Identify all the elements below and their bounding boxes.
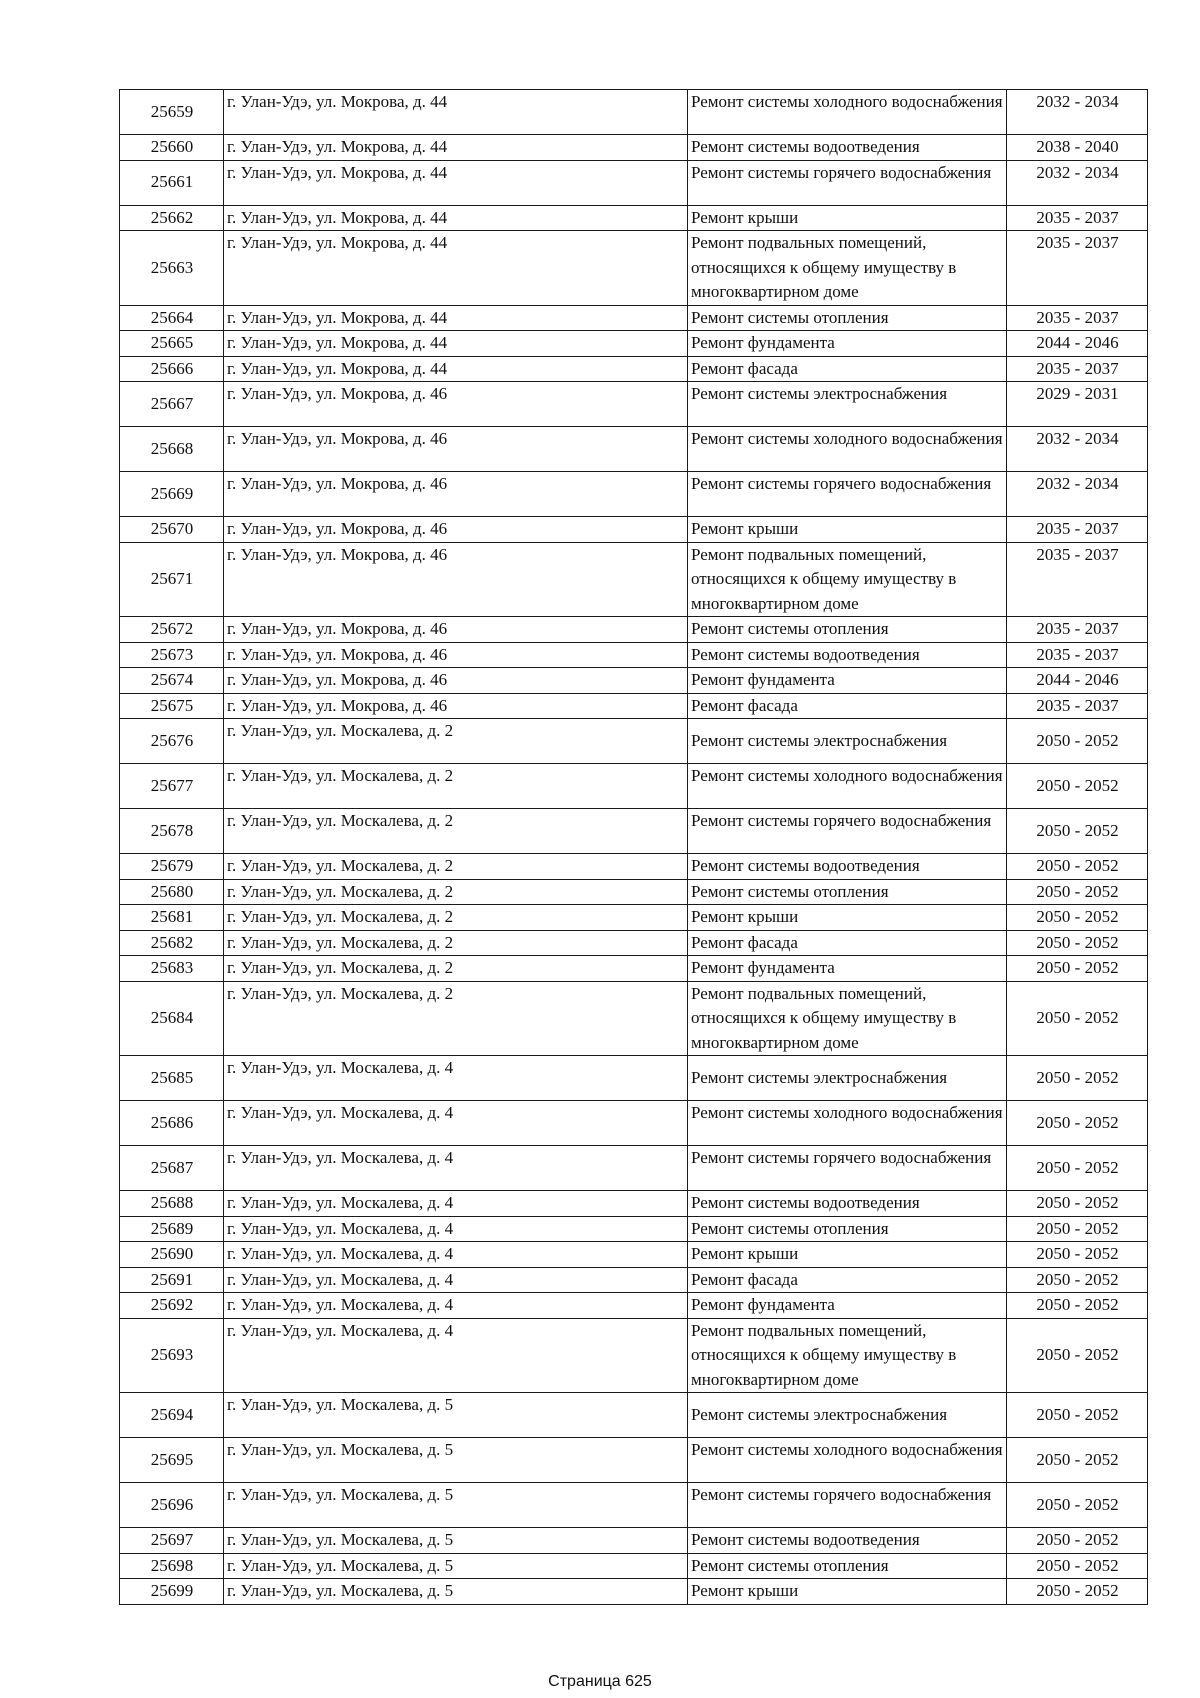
cell-period: 2050 - 2052 [1007, 1056, 1148, 1101]
table-row [120, 90, 1148, 135]
cell-number: 25660 [120, 135, 224, 161]
table-row [120, 693, 1148, 719]
cell-work-type: Ремонт крыши [688, 1579, 1007, 1605]
cell-work-type: Ремонт системы отопления [688, 1216, 1007, 1242]
cell-period: 2050 - 2052 [1007, 1528, 1148, 1554]
cell-number: 25691 [120, 1267, 224, 1293]
cell-work-type: Ремонт системы отопления [688, 617, 1007, 643]
cell-period: 2050 - 2052 [1007, 1393, 1148, 1438]
cell-period: 2035 - 2037 [1007, 517, 1148, 543]
cell-period: 2050 - 2052 [1007, 905, 1148, 931]
cell-number: 25685 [120, 1056, 224, 1101]
table-row [120, 981, 1148, 1056]
cell-number: 25675 [120, 693, 224, 719]
table-row [120, 356, 1148, 382]
cell-number: 25693 [120, 1318, 224, 1393]
cell-address: г. Улан-Удэ, ул. Мокрова, д. 44 [224, 205, 688, 231]
cell-period: 2044 - 2046 [1007, 668, 1148, 694]
cell-period: 2050 - 2052 [1007, 1242, 1148, 1268]
cell-work-type: Ремонт системы горячего водоснабжения [688, 1483, 1007, 1528]
cell-period: 2050 - 2052 [1007, 1293, 1148, 1319]
cell-address: г. Улан-Удэ, ул. Мокрова, д. 46 [224, 693, 688, 719]
cell-number: 25688 [120, 1191, 224, 1217]
cell-number: 25696 [120, 1483, 224, 1528]
cell-period: 2050 - 2052 [1007, 1553, 1148, 1579]
cell-work-type: Ремонт фасада [688, 930, 1007, 956]
table-row [120, 427, 1148, 472]
cell-address: г. Улан-Удэ, ул. Москалева, д. 4 [224, 1191, 688, 1217]
cell-address: г. Улан-Удэ, ул. Москалева, д. 2 [224, 879, 688, 905]
cell-address: г. Улан-Удэ, ул. Москалева, д. 2 [224, 809, 688, 854]
cell-work-type: Ремонт системы электроснабжения [688, 382, 1007, 427]
cell-period: 2035 - 2037 [1007, 205, 1148, 231]
cell-period: 2029 - 2031 [1007, 382, 1148, 427]
cell-work-type: Ремонт системы холодного водоснабжения [688, 1438, 1007, 1483]
cell-work-type: Ремонт подвальных помещений, относящихся к общему имуществу в многоквартирном доме [688, 231, 1007, 306]
table-row [120, 472, 1148, 517]
table-row [120, 1146, 1148, 1191]
cell-period: 2050 - 2052 [1007, 956, 1148, 982]
cell-period: 2035 - 2037 [1007, 693, 1148, 719]
cell-period: 2050 - 2052 [1007, 930, 1148, 956]
cell-address: г. Улан-Удэ, ул. Москалева, д. 5 [224, 1528, 688, 1554]
cell-address: г. Улан-Удэ, ул. Москалева, д. 2 [224, 719, 688, 764]
table-row [120, 517, 1148, 543]
cell-number: 25672 [120, 617, 224, 643]
cell-work-type: Ремонт системы холодного водоснабжения [688, 1101, 1007, 1146]
cell-address: г. Улан-Удэ, ул. Москалева, д. 5 [224, 1393, 688, 1438]
cell-work-type: Ремонт системы отопления [688, 879, 1007, 905]
cell-address: г. Улан-Удэ, ул. Москалева, д. 2 [224, 956, 688, 982]
cell-work-type: Ремонт системы горячего водоснабжения [688, 1146, 1007, 1191]
table-row [120, 956, 1148, 982]
cell-number: 25671 [120, 542, 224, 617]
cell-number: 25667 [120, 382, 224, 427]
cell-work-type: Ремонт крыши [688, 205, 1007, 231]
cell-work-type: Ремонт системы отопления [688, 305, 1007, 331]
cell-work-type: Ремонт системы электроснабжения [688, 1393, 1007, 1438]
table-row [120, 668, 1148, 694]
cell-period: 2050 - 2052 [1007, 764, 1148, 809]
cell-number: 25670 [120, 517, 224, 543]
cell-address: г. Улан-Удэ, ул. Москалева, д. 2 [224, 930, 688, 956]
page-number: Страница 625 [548, 1673, 652, 1690]
table-row [120, 135, 1148, 161]
table-row [120, 542, 1148, 617]
cell-address: г. Улан-Удэ, ул. Мокрова, д. 44 [224, 331, 688, 357]
cell-work-type: Ремонт системы электроснабжения [688, 719, 1007, 764]
cell-work-type: Ремонт подвальных помещений, относящихся к общему имуществу в многоквартирном доме [688, 542, 1007, 617]
cell-number: 25684 [120, 981, 224, 1056]
cell-address: г. Улан-Удэ, ул. Москалева, д. 4 [224, 1146, 688, 1191]
cell-period: 2032 - 2034 [1007, 472, 1148, 517]
table-row [120, 1579, 1148, 1605]
cell-period: 2035 - 2037 [1007, 356, 1148, 382]
table-row [120, 160, 1148, 205]
cell-number: 25677 [120, 764, 224, 809]
cell-number: 25659 [120, 90, 224, 135]
table-row [120, 854, 1148, 880]
cell-number: 25682 [120, 930, 224, 956]
cell-period: 2050 - 2052 [1007, 1438, 1148, 1483]
table-body [120, 90, 1148, 1605]
cell-work-type: Ремонт фундамента [688, 1293, 1007, 1319]
table-row [120, 719, 1148, 764]
cell-work-type: Ремонт фасада [688, 1267, 1007, 1293]
cell-work-type: Ремонт системы горячего водоснабжения [688, 809, 1007, 854]
cell-period: 2032 - 2034 [1007, 90, 1148, 135]
cell-period: 2050 - 2052 [1007, 1483, 1148, 1528]
cell-address: г. Улан-Удэ, ул. Мокрова, д. 46 [224, 472, 688, 517]
cell-number: 25664 [120, 305, 224, 331]
cell-number: 25674 [120, 668, 224, 694]
cell-address: г. Улан-Удэ, ул. Москалева, д. 4 [224, 1056, 688, 1101]
cell-address: г. Улан-Удэ, ул. Мокрова, д. 46 [224, 668, 688, 694]
table-row [120, 1216, 1148, 1242]
cell-work-type: Ремонт системы холодного водоснабжения [688, 764, 1007, 809]
cell-work-type: Ремонт системы горячего водоснабжения [688, 472, 1007, 517]
cell-number: 25692 [120, 1293, 224, 1319]
table-row [120, 1056, 1148, 1101]
cell-period: 2050 - 2052 [1007, 1191, 1148, 1217]
cell-number: 25698 [120, 1553, 224, 1579]
table-row [120, 930, 1148, 956]
cell-address: г. Улан-Удэ, ул. Москалева, д. 2 [224, 854, 688, 880]
cell-address: г. Улан-Удэ, ул. Мокрова, д. 46 [224, 642, 688, 668]
table-row [120, 1267, 1148, 1293]
cell-work-type: Ремонт фундамента [688, 956, 1007, 982]
cell-period: 2050 - 2052 [1007, 1579, 1148, 1605]
cell-work-type: Ремонт крыши [688, 905, 1007, 931]
cell-number: 25663 [120, 231, 224, 306]
table-row [120, 382, 1148, 427]
table-row [120, 879, 1148, 905]
cell-work-type: Ремонт фасада [688, 356, 1007, 382]
cell-address: г. Улан-Удэ, ул. Мокрова, д. 44 [224, 231, 688, 306]
cell-number: 25669 [120, 472, 224, 517]
table-row [120, 1101, 1148, 1146]
table-row [120, 1242, 1148, 1268]
table-row [120, 231, 1148, 306]
cell-work-type: Ремонт крыши [688, 1242, 1007, 1268]
cell-address: г. Улан-Удэ, ул. Мокрова, д. 44 [224, 305, 688, 331]
cell-work-type: Ремонт системы отопления [688, 1553, 1007, 1579]
table-row [120, 331, 1148, 357]
cell-address: г. Улан-Удэ, ул. Москалева, д. 2 [224, 764, 688, 809]
capital-repair-table [119, 89, 1148, 1605]
cell-number: 25666 [120, 356, 224, 382]
cell-number: 25697 [120, 1528, 224, 1554]
cell-period: 2038 - 2040 [1007, 135, 1148, 161]
cell-period: 2035 - 2037 [1007, 642, 1148, 668]
table-row [120, 1528, 1148, 1554]
table-row [120, 617, 1148, 643]
cell-number: 25690 [120, 1242, 224, 1268]
cell-address: г. Улан-Удэ, ул. Москалева, д. 2 [224, 905, 688, 931]
cell-number: 25673 [120, 642, 224, 668]
cell-number: 25662 [120, 205, 224, 231]
table-row [120, 1393, 1148, 1438]
cell-address: г. Улан-Удэ, ул. Москалева, д. 4 [224, 1293, 688, 1319]
cell-period: 2050 - 2052 [1007, 719, 1148, 764]
cell-period: 2032 - 2034 [1007, 160, 1148, 205]
cell-number: 25681 [120, 905, 224, 931]
cell-period: 2035 - 2037 [1007, 542, 1148, 617]
table-row [120, 205, 1148, 231]
cell-number: 25676 [120, 719, 224, 764]
cell-work-type: Ремонт подвальных помещений, относящихся к общему имуществу в многоквартирном доме [688, 1318, 1007, 1393]
cell-work-type: Ремонт системы водоотведения [688, 135, 1007, 161]
cell-work-type: Ремонт системы холодного водоснабжения [688, 427, 1007, 472]
table-row [120, 1483, 1148, 1528]
cell-number: 25695 [120, 1438, 224, 1483]
cell-work-type: Ремонт системы водоотведения [688, 1191, 1007, 1217]
cell-period: 2050 - 2052 [1007, 1146, 1148, 1191]
cell-work-type: Ремонт крыши [688, 517, 1007, 543]
cell-period: 2032 - 2034 [1007, 427, 1148, 472]
cell-period: 2050 - 2052 [1007, 981, 1148, 1056]
table-row [120, 1318, 1148, 1393]
cell-address: г. Улан-Удэ, ул. Мокрова, д. 46 [224, 517, 688, 543]
table-row [120, 1293, 1148, 1319]
cell-address: г. Улан-Удэ, ул. Мокрова, д. 44 [224, 160, 688, 205]
cell-address: г. Улан-Удэ, ул. Мокрова, д. 46 [224, 542, 688, 617]
cell-address: г. Улан-Удэ, ул. Москалева, д. 5 [224, 1438, 688, 1483]
table-row [120, 642, 1148, 668]
cell-address: г. Улан-Удэ, ул. Москалева, д. 2 [224, 981, 688, 1056]
cell-address: г. Улан-Удэ, ул. Москалева, д. 5 [224, 1553, 688, 1579]
cell-number: 25683 [120, 956, 224, 982]
cell-work-type: Ремонт системы горячего водоснабжения [688, 160, 1007, 205]
cell-period: 2035 - 2037 [1007, 231, 1148, 306]
cell-address: г. Улан-Удэ, ул. Мокрова, д. 44 [224, 356, 688, 382]
cell-work-type: Ремонт системы водоотведения [688, 642, 1007, 668]
cell-period: 2050 - 2052 [1007, 1216, 1148, 1242]
cell-work-type: Ремонт фасада [688, 693, 1007, 719]
table-row [120, 1553, 1148, 1579]
cell-address: г. Улан-Удэ, ул. Мокрова, д. 46 [224, 382, 688, 427]
cell-work-type: Ремонт фундамента [688, 331, 1007, 357]
cell-address: г. Улан-Удэ, ул. Москалева, д. 4 [224, 1101, 688, 1146]
cell-period: 2050 - 2052 [1007, 1101, 1148, 1146]
cell-period: 2035 - 2037 [1007, 305, 1148, 331]
cell-period: 2035 - 2037 [1007, 617, 1148, 643]
cell-period: 2050 - 2052 [1007, 1318, 1148, 1393]
table-row [120, 764, 1148, 809]
table-row [120, 1438, 1148, 1483]
cell-address: г. Улан-Удэ, ул. Мокрова, д. 44 [224, 135, 688, 161]
cell-work-type: Ремонт фундамента [688, 668, 1007, 694]
cell-address: г. Улан-Удэ, ул. Москалева, д. 4 [224, 1216, 688, 1242]
cell-address: г. Улан-Удэ, ул. Мокрова, д. 46 [224, 617, 688, 643]
cell-period: 2050 - 2052 [1007, 854, 1148, 880]
cell-address: г. Улан-Удэ, ул. Мокрова, д. 46 [224, 427, 688, 472]
cell-period: 2050 - 2052 [1007, 1267, 1148, 1293]
table-row [120, 305, 1148, 331]
cell-address: г. Улан-Удэ, ул. Москалева, д. 4 [224, 1318, 688, 1393]
cell-address: г. Улан-Удэ, ул. Москалева, д. 4 [224, 1267, 688, 1293]
cell-number: 25679 [120, 854, 224, 880]
cell-number: 25694 [120, 1393, 224, 1438]
cell-address: г. Улан-Удэ, ул. Москалева, д. 5 [224, 1483, 688, 1528]
cell-number: 25699 [120, 1579, 224, 1605]
cell-number: 25686 [120, 1101, 224, 1146]
cell-number: 25665 [120, 331, 224, 357]
cell-work-type: Ремонт подвальных помещений, относящихся к общему имуществу в многоквартирном доме [688, 981, 1007, 1056]
cell-number: 25687 [120, 1146, 224, 1191]
cell-number: 25689 [120, 1216, 224, 1242]
cell-work-type: Ремонт системы водоотведения [688, 854, 1007, 880]
cell-number: 25668 [120, 427, 224, 472]
cell-period: 2050 - 2052 [1007, 879, 1148, 905]
cell-address: г. Улан-Удэ, ул. Мокрова, д. 44 [224, 90, 688, 135]
cell-number: 25680 [120, 879, 224, 905]
cell-work-type: Ремонт системы электроснабжения [688, 1056, 1007, 1101]
cell-address: г. Улан-Удэ, ул. Москалева, д. 5 [224, 1579, 688, 1605]
table-row [120, 809, 1148, 854]
cell-number: 25661 [120, 160, 224, 205]
cell-number: 25678 [120, 809, 224, 854]
cell-work-type: Ремонт системы водоотведения [688, 1528, 1007, 1554]
cell-period: 2050 - 2052 [1007, 809, 1148, 854]
cell-period: 2044 - 2046 [1007, 331, 1148, 357]
table-row [120, 1191, 1148, 1217]
cell-address: г. Улан-Удэ, ул. Москалева, д. 4 [224, 1242, 688, 1268]
table-row [120, 905, 1148, 931]
cell-work-type: Ремонт системы холодного водоснабжения [688, 90, 1007, 135]
